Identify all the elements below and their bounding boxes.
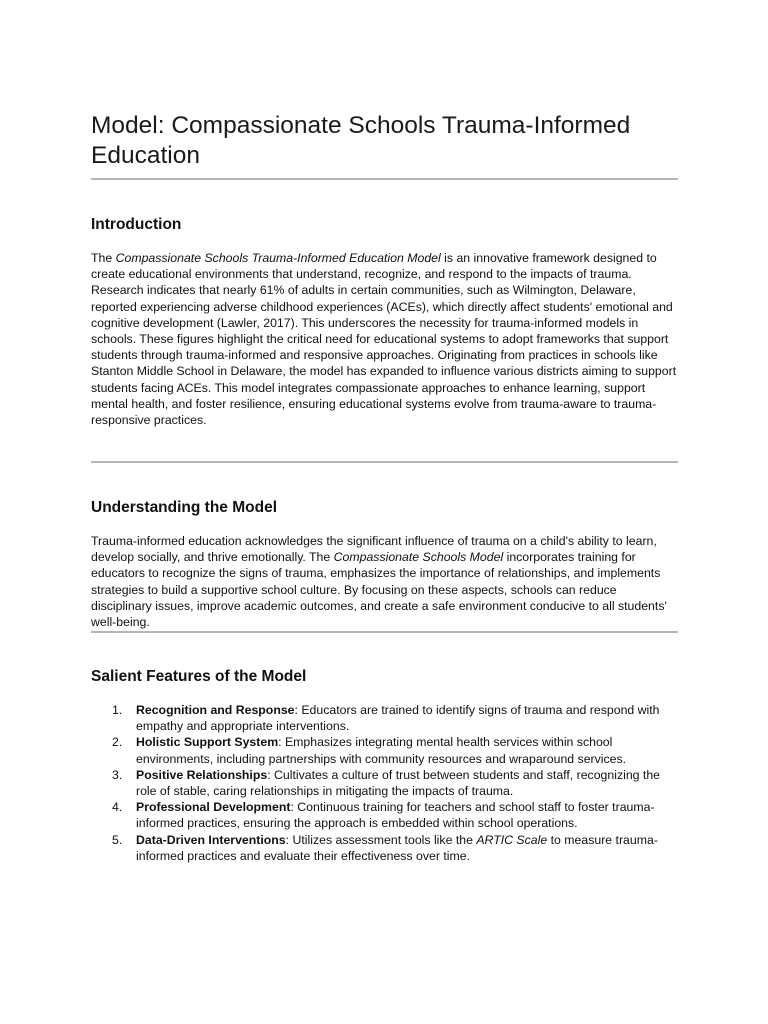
list-item	[91, 799, 679, 831]
introduction-heading: Introduction	[91, 216, 182, 233]
feature-description: : Cultivates a culture of trust between students and staff, recognizing the role of stable, caring relationships in mitigating the impacts of trauma.	[136, 767, 661, 799]
understanding-divider	[91, 631, 678, 633]
list-item	[91, 832, 679, 864]
feature-term: Recognition and Response	[136, 703, 295, 717]
page-title: Model: Compassionate Schools Trauma-Informed Education	[91, 112, 631, 169]
feature-description: : Educators are trained to identify signs of trauma and respond with empathy and appropriate interventions.	[136, 703, 660, 734]
list-number: 2.	[112, 735, 123, 750]
list-item	[91, 734, 679, 766]
understanding-paragraph: Trauma-informed education acknowledges the significant influence of trauma on a child's ability to learn, develop socially, and thrive emotionally. The Compassionate Schools Model incorporates training for educators to recognize the signs of trauma, emphasizes the importance of relationships, and implements strategies to build a supportive school culture. By focusing on these aspects, schools can reduce disciplinary issues, improve academic outcomes, and create a safe environment conducive to all students' well-being.	[91, 534, 667, 630]
model-name-emphasis: Compassionate Schools Trauma-Informed Education Model	[115, 251, 441, 265]
feature-term: Professional Development	[136, 800, 291, 815]
feature-term: Positive Relationships	[136, 767, 268, 782]
feature-term: Data-Driven Interventions	[136, 832, 286, 847]
list-number: 1.	[112, 703, 123, 717]
introduction-divider	[91, 461, 678, 463]
list-item	[91, 702, 679, 734]
feature-description: : Utilizes assessment tools like the	[285, 832, 477, 847]
list-number: 5.	[112, 832, 123, 847]
feature-term: Holistic Support System	[136, 735, 279, 750]
list-number: 3.	[112, 767, 123, 782]
model-name-emphasis: Compassionate Schools Model	[333, 550, 504, 565]
feature-description-continued: to measure trauma-informed practices and evaluate their effectiveness over time.	[136, 832, 658, 863]
features-list	[91, 702, 679, 864]
feature-description: : Continuous training for teachers and school staff to foster trauma-informed practices, ensuring the approach is embedded within school operations.	[136, 800, 655, 831]
title-divider	[91, 178, 678, 180]
scale-name-emphasis: ARTIC Scale	[476, 832, 548, 847]
features-heading: Salient Features of the Model	[91, 668, 307, 685]
list-item	[91, 767, 679, 799]
understanding-heading: Understanding the Model	[91, 499, 277, 516]
list-number: 4.	[112, 800, 123, 815]
feature-description: : Emphasizes integrating mental health services within school environments, including partnerships with community resources and wraparound services.	[136, 735, 627, 766]
introduction-paragraph: The Compassionate Schools Trauma-Informed Education Model is an innovative framework designed to create educational environments that understand, recognize, and respond to the impacts of trauma. Research indicates that nearly 61% of adults in certain communities, such as Wilmington, Delaware, reported experiencing adverse childhood experiences (ACEs), which directly affect students' emotional and cognitive development (Lawler, 2017). This underscores the necessity for trauma-informed models in schools. These figures highlight the critical need for educational systems to adopt frameworks that support students through trauma-informed and responsive approaches. Originating from practices in schools like Stanton Middle School in Delaware, the model has expanded to influence various districts aiming to support students facing ACEs. This model integrates compassionate approaches to enhance learning, support mental health, and foster resilience, ensuring educational systems evolve from trauma-aware to trauma-responsive practices.	[91, 251, 677, 428]
